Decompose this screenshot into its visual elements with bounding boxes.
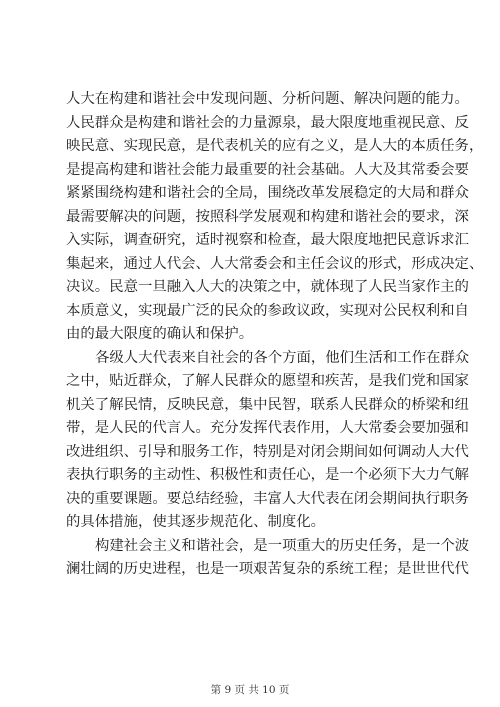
paragraph-line: 决的重要课题。要总结经验，丰富人大代表在闭会期间执行职务 xyxy=(66,490,469,507)
paragraph-line: 带，是人民的代言人。充分发挥代表作用，人大常委会要加强和 xyxy=(66,420,469,436)
paragraph-line: 集起来，通过人代会、人大常委会和主任会议的形式，形成决定、 xyxy=(66,255,484,272)
paragraph xyxy=(66,535,470,582)
paragraph-line: 由的最大限度的确认和保护。 xyxy=(66,326,254,342)
paragraph-line: 入实际，调查研究，适时视察和检查，最大限度地把民意诉求汇 xyxy=(66,232,469,248)
paragraph-line: 人大在构建和谐社会中发现问题、分析问题、解决问题的能力。 xyxy=(66,91,469,107)
paragraph xyxy=(66,88,484,347)
document-body xyxy=(66,88,484,582)
paragraph-line: 构建社会主义和谐社会，是一项重大的历史任务，是一个波 xyxy=(95,537,470,554)
page-footer: 第 9 页 共 10 页 xyxy=(210,684,290,696)
paragraph-line: 之中，贴近群众，了解人民群众的愿望和疾苦，是我们党和国家 xyxy=(66,373,469,389)
paragraph-line: 映民意、实现民意，是代表机关的应有之义，是人大的本质任务， xyxy=(66,138,484,154)
paragraph-line: 澜壮阔的历史进程，也是一项艰苦复杂的系统工程；是世世代代 xyxy=(66,561,469,577)
paragraph-line: 是提高构建和谐社会能力最重要的社会基础。人大及其常委会要 xyxy=(66,161,469,178)
paragraph-line: 机关了解民情，反映民意，集中民智，联系人民群众的桥梁和纽 xyxy=(66,396,469,413)
paragraph-line: 的具体措施，使其逐步规范化、制度化。 xyxy=(66,514,326,530)
paragraph-line: 各级人大代表来自社会的各个方面，他们生活和工作在群众 xyxy=(95,349,470,366)
paragraph xyxy=(66,347,470,535)
paragraph-line: 决议。民意一旦融入人大的决策之中，就体现了人民当家作主的 xyxy=(66,279,469,295)
paragraph-line: 人民群众是构建和谐社会的力量源泉，最大限度地重视民意、反 xyxy=(66,114,469,131)
paragraph-line: 表执行职务的主动性、积极性和责任心，是一个必须下大力气解 xyxy=(66,467,469,483)
paragraph-line: 改进组织、引导和服务工作，特别是对闭会期间如何调动人大代 xyxy=(66,443,469,460)
paragraph-line: 最需要解决的问题，按照科学发展观和构建和谐社会的要求，深 xyxy=(66,208,469,225)
paragraph-line: 本质意义，实现最广泛的民众的参政议政，实现对公民权利和自 xyxy=(66,302,469,319)
paragraph-line: 紧紧围绕构建和谐社会的全局，围绕改革发展稳定的大局和群众 xyxy=(66,185,469,201)
